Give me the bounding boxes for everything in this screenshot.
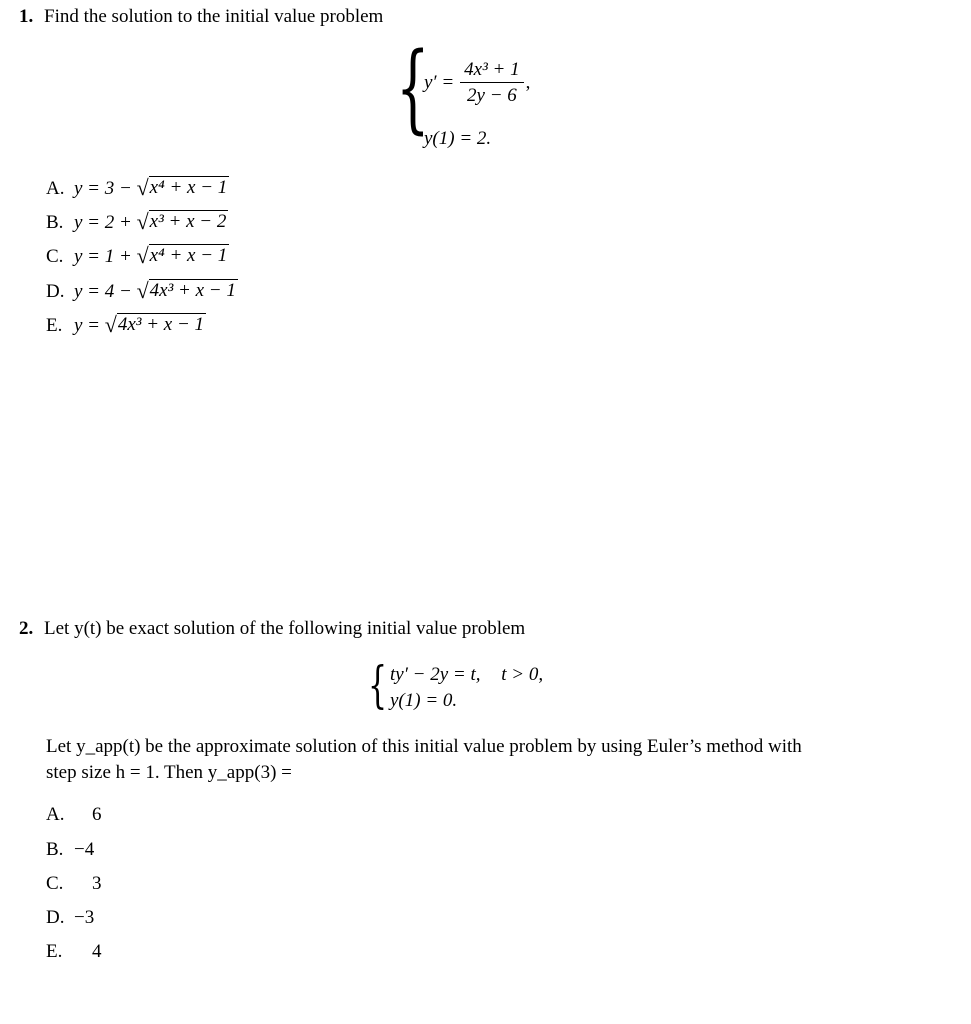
radicand: 4x³ + x − 1 — [149, 280, 236, 301]
question-1-prompt: Find the solution to the initial value problem — [44, 6, 384, 27]
question-2-prompt: Let y(t) be exact solution of the following initial value problem — [44, 618, 526, 639]
ode-line: ty′ − 2y = t, — [390, 664, 481, 685]
option-c[interactable] — [46, 244, 229, 268]
square-root: √ x³ + x − 2 — [136, 209, 227, 234]
radicand: x³ + x − 2 — [149, 211, 227, 232]
domain-condition: t > 0, — [501, 664, 544, 685]
option-c[interactable] — [46, 873, 102, 895]
option-prefix: y = 2 + — [74, 212, 137, 233]
question-1-number: 1. — [19, 6, 34, 27]
radicand: x⁴ + x − 1 — [149, 245, 228, 266]
square-root: √ x⁴ + x − 1 — [136, 243, 228, 268]
option-label: D. — [46, 907, 65, 928]
option-a[interactable] — [46, 804, 102, 826]
option-b[interactable] — [46, 210, 228, 234]
ode-trailing-comma: , — [525, 72, 531, 93]
option-label: E. — [46, 315, 63, 336]
option-a[interactable] — [46, 176, 229, 200]
option-label: A. — [46, 804, 65, 825]
option-e[interactable] — [46, 313, 206, 337]
question-1-header — [19, 6, 383, 28]
ode-fraction — [460, 60, 523, 106]
ode-lhs: y′ = — [424, 72, 455, 93]
option-prefix: y = 1 + — [74, 246, 137, 267]
initial-condition-2: y(1) = 0. — [390, 690, 458, 711]
left-brace: { — [368, 656, 388, 714]
option-d[interactable] — [46, 907, 94, 929]
ode-equation-2 — [390, 664, 543, 686]
option-label: E. — [46, 941, 63, 962]
option-label: B. — [46, 212, 64, 233]
option-value: 3 — [92, 873, 102, 894]
left-brace: { — [396, 32, 430, 144]
fraction-numerator: 4x³ + 1 — [460, 60, 523, 83]
square-root: √ 4x³ + x − 1 — [104, 312, 205, 337]
option-b[interactable] — [46, 839, 94, 861]
question-2-description-line-2: step size h = 1. Then y_app(3) = — [46, 762, 292, 783]
option-prefix: y = 4 − — [74, 281, 137, 302]
option-prefix: y = 3 − — [74, 178, 137, 199]
option-label: D. — [46, 281, 65, 302]
option-value: 6 — [92, 804, 102, 825]
square-root: √ 4x³ + x − 1 — [136, 278, 236, 303]
question-2-header — [19, 618, 525, 640]
option-label: B. — [46, 839, 64, 860]
option-e[interactable] — [46, 941, 102, 963]
option-label: C. — [46, 873, 64, 894]
question-2-number: 2. — [19, 618, 34, 639]
option-label: C. — [46, 246, 64, 267]
initial-condition: y(1) = 2. — [424, 128, 492, 149]
ode-equation — [424, 60, 530, 106]
option-value: 4 — [92, 941, 102, 962]
option-value: −4 — [74, 839, 95, 860]
radicand: x⁴ + x − 1 — [149, 177, 228, 198]
fraction-denominator: 2y − 6 — [467, 85, 517, 106]
option-value: −3 — [74, 907, 95, 928]
option-prefix: y = — [74, 315, 105, 336]
radicand: 4x³ + x − 1 — [117, 314, 205, 335]
question-2-description-line-1: Let y_app(t) be the approximate solution of this initial value problem by using Euler’s method with — [46, 736, 802, 757]
option-d[interactable] — [46, 279, 238, 303]
option-label: A. — [46, 178, 65, 199]
square-root: √ x⁴ + x − 1 — [136, 175, 228, 200]
